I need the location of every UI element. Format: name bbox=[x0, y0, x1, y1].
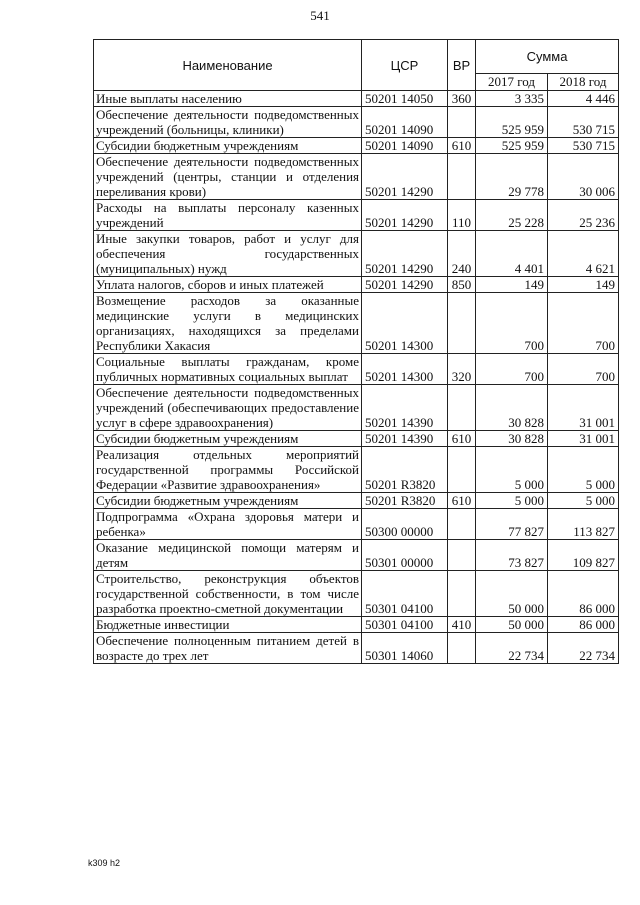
cell-csr: 50201 R3820 bbox=[362, 447, 448, 493]
table-row bbox=[94, 633, 619, 664]
cell-csr: 50301 04100 bbox=[362, 617, 448, 633]
cell-name: Подпрограмма «Охрана здоровья матери и ребенка» bbox=[94, 509, 362, 540]
cell-2018: 4 446 bbox=[548, 91, 619, 107]
table-header bbox=[94, 40, 619, 91]
cell-2018: 31 001 bbox=[548, 431, 619, 447]
cell-csr: 50201 14390 bbox=[362, 385, 448, 431]
cell-2018: 86 000 bbox=[548, 617, 619, 633]
cell-vr: 360 bbox=[448, 91, 476, 107]
cell-csr: 50201 14390 bbox=[362, 431, 448, 447]
cell-2017: 25 228 bbox=[476, 200, 548, 231]
cell-vr: 610 bbox=[448, 493, 476, 509]
table-body bbox=[94, 91, 619, 664]
cell-vr bbox=[448, 447, 476, 493]
cell-2018: 109 827 bbox=[548, 540, 619, 571]
cell-2017: 30 828 bbox=[476, 431, 548, 447]
table-row bbox=[94, 200, 619, 231]
table-row bbox=[94, 493, 619, 509]
cell-2017: 22 734 bbox=[476, 633, 548, 664]
cell-2017: 73 827 bbox=[476, 540, 548, 571]
cell-name: Расходы на выплаты персоналу казенных учреждений bbox=[94, 200, 362, 231]
cell-name: Возмещение расходов за оказанные медицинские услуги в медицинских организациях, находящихся за пределами Республики Хакасия bbox=[94, 293, 362, 354]
cell-vr bbox=[448, 385, 476, 431]
cell-csr: 50201 14050 bbox=[362, 91, 448, 107]
cell-csr: 50201 14290 bbox=[362, 200, 448, 231]
cell-csr: 50201 R3820 bbox=[362, 493, 448, 509]
table-row bbox=[94, 431, 619, 447]
cell-name: Строительство, реконструкция объектов государственной собственности, в том числе разработка проектно-сметной документации bbox=[94, 571, 362, 617]
table-row bbox=[94, 617, 619, 633]
cell-2018: 25 236 bbox=[548, 200, 619, 231]
header-year-2018: 2018 год bbox=[548, 74, 619, 91]
cell-2018: 4 621 bbox=[548, 231, 619, 277]
cell-vr bbox=[448, 540, 476, 571]
cell-name: Реализация отдельных мероприятий государственной программы Российской Федерации «Развитие здравоохранения» bbox=[94, 447, 362, 493]
cell-csr: 50301 00000 bbox=[362, 540, 448, 571]
cell-name: Обеспечение полноценным питанием детей в возрасте до трех лет bbox=[94, 633, 362, 664]
cell-vr: 410 bbox=[448, 617, 476, 633]
table-row bbox=[94, 91, 619, 107]
cell-name: Обеспечение деятельности подведомственных учреждений (больницы, клиники) bbox=[94, 107, 362, 138]
cell-vr: 610 bbox=[448, 431, 476, 447]
cell-vr: 240 bbox=[448, 231, 476, 277]
cell-csr: 50300 00000 bbox=[362, 509, 448, 540]
cell-csr: 50201 14290 bbox=[362, 231, 448, 277]
table-row bbox=[94, 571, 619, 617]
cell-2018: 30 006 bbox=[548, 154, 619, 200]
cell-vr bbox=[448, 509, 476, 540]
cell-vr bbox=[448, 571, 476, 617]
table-row bbox=[94, 509, 619, 540]
cell-2018: 700 bbox=[548, 293, 619, 354]
cell-csr: 50201 14090 bbox=[362, 107, 448, 138]
cell-2018: 86 000 bbox=[548, 571, 619, 617]
cell-csr: 50301 14060 bbox=[362, 633, 448, 664]
cell-csr: 50301 04100 bbox=[362, 571, 448, 617]
cell-csr: 50201 14290 bbox=[362, 277, 448, 293]
table-row bbox=[94, 277, 619, 293]
cell-2018: 530 715 bbox=[548, 107, 619, 138]
cell-vr bbox=[448, 107, 476, 138]
cell-vr bbox=[448, 293, 476, 354]
table-row bbox=[94, 154, 619, 200]
table-row bbox=[94, 107, 619, 138]
header-csr: ЦСР bbox=[362, 40, 448, 91]
cell-name: Иные закупки товаров, работ и услуг для обеспечения государственных (муниципальных) нужд bbox=[94, 231, 362, 277]
cell-2017: 4 401 bbox=[476, 231, 548, 277]
cell-name: Социальные выплаты гражданам, кроме публичных нормативных социальных выплат bbox=[94, 354, 362, 385]
cell-2018: 22 734 bbox=[548, 633, 619, 664]
cell-2018: 149 bbox=[548, 277, 619, 293]
table-row bbox=[94, 447, 619, 493]
table-row bbox=[94, 354, 619, 385]
table-row bbox=[94, 540, 619, 571]
cell-2017: 50 000 bbox=[476, 617, 548, 633]
cell-2017: 5 000 bbox=[476, 447, 548, 493]
cell-csr: 50201 14300 bbox=[362, 293, 448, 354]
header-vr: ВР bbox=[448, 40, 476, 91]
table-row bbox=[94, 138, 619, 154]
header-name: Наименование bbox=[94, 40, 362, 91]
cell-name: Оказание медицинской помощи матерям и детям bbox=[94, 540, 362, 571]
cell-2017: 525 959 bbox=[476, 138, 548, 154]
page-number: 541 bbox=[310, 8, 330, 23]
cell-2017: 5 000 bbox=[476, 493, 548, 509]
cell-2017: 77 827 bbox=[476, 509, 548, 540]
cell-vr: 320 bbox=[448, 354, 476, 385]
cell-2018: 113 827 bbox=[548, 509, 619, 540]
cell-csr: 50201 14300 bbox=[362, 354, 448, 385]
cell-vr bbox=[448, 154, 476, 200]
table-row bbox=[94, 231, 619, 277]
cell-2018: 530 715 bbox=[548, 138, 619, 154]
cell-2017: 29 778 bbox=[476, 154, 548, 200]
header-sum: Сумма bbox=[476, 40, 619, 74]
cell-name: Обеспечение деятельности подведомственных учреждений (центры, станции и отделения переливания крови) bbox=[94, 154, 362, 200]
cell-name: Субсидии бюджетным учреждениям bbox=[94, 431, 362, 447]
cell-name: Уплата налогов, сборов и иных платежей bbox=[94, 277, 362, 293]
cell-2018: 700 bbox=[548, 354, 619, 385]
cell-vr: 610 bbox=[448, 138, 476, 154]
cell-2018: 5 000 bbox=[548, 447, 619, 493]
cell-name: Иные выплаты населению bbox=[94, 91, 362, 107]
cell-name: Обеспечение деятельности подведомственных учреждений (обеспечивающих предоставление услуг в сфере здравоохранения) bbox=[94, 385, 362, 431]
cell-csr: 50201 14290 bbox=[362, 154, 448, 200]
cell-2017: 700 bbox=[476, 354, 548, 385]
cell-2018: 5 000 bbox=[548, 493, 619, 509]
cell-name: Субсидии бюджетным учреждениям bbox=[94, 138, 362, 154]
header-year-2017: 2017 год bbox=[476, 74, 548, 91]
cell-2017: 525 959 bbox=[476, 107, 548, 138]
cell-name: Субсидии бюджетным учреждениям bbox=[94, 493, 362, 509]
cell-vr bbox=[448, 633, 476, 664]
table-row bbox=[94, 293, 619, 354]
budget-table bbox=[93, 39, 619, 664]
cell-vr: 850 bbox=[448, 277, 476, 293]
table-row bbox=[94, 385, 619, 431]
cell-csr: 50201 14090 bbox=[362, 138, 448, 154]
cell-name: Бюджетные инвестиции bbox=[94, 617, 362, 633]
cell-2017: 30 828 bbox=[476, 385, 548, 431]
cell-2017: 149 bbox=[476, 277, 548, 293]
footer-code: k309 h2 bbox=[88, 858, 121, 868]
cell-2017: 700 bbox=[476, 293, 548, 354]
cell-2018: 31 001 bbox=[548, 385, 619, 431]
cell-2017: 50 000 bbox=[476, 571, 548, 617]
cell-vr: 110 bbox=[448, 200, 476, 231]
cell-2017: 3 335 bbox=[476, 91, 548, 107]
